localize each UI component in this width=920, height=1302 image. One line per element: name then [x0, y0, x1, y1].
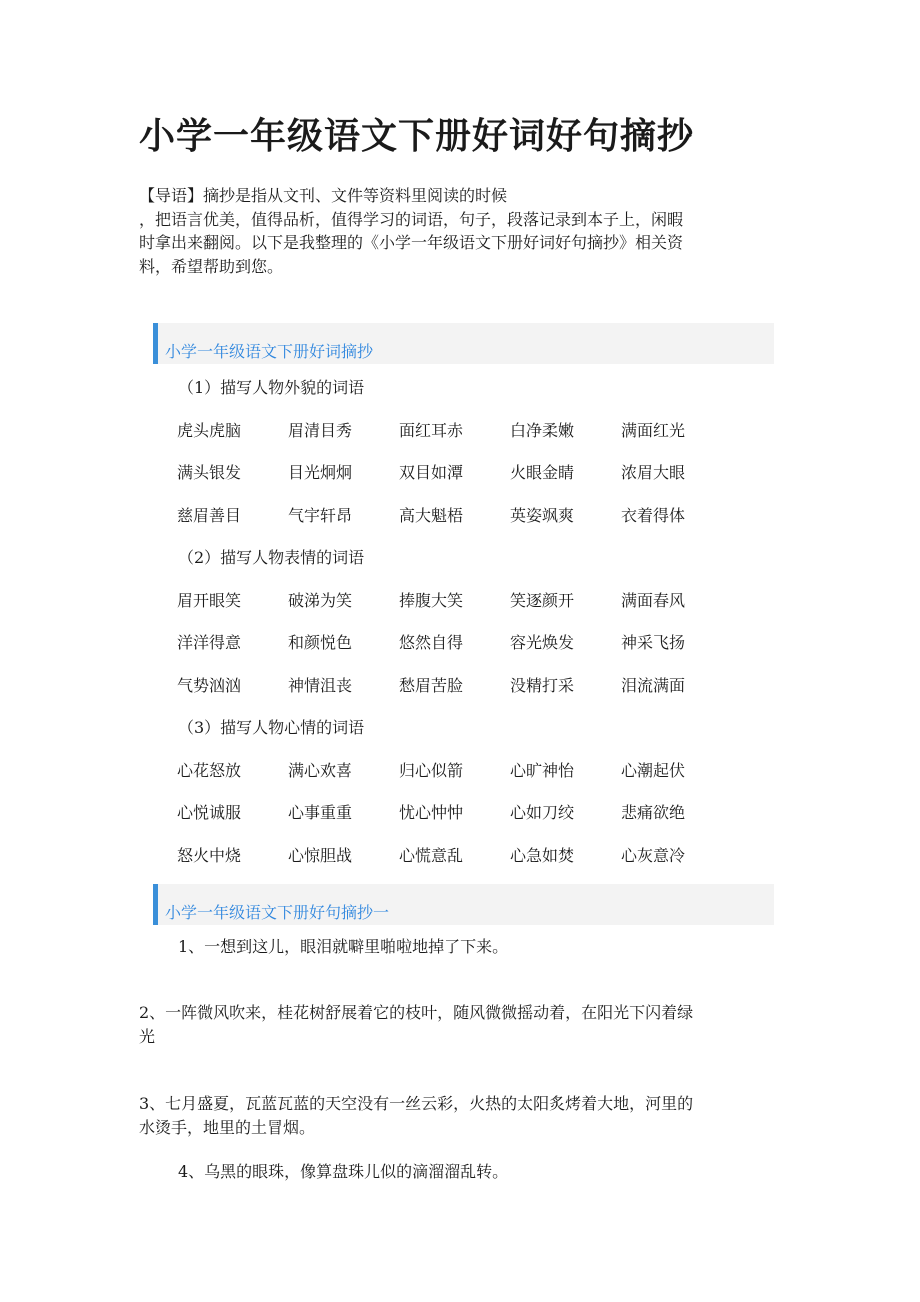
word: 容光焕发: [510, 633, 575, 652]
word: 笑逐颜开: [510, 591, 575, 610]
word: 洋洋得意: [177, 633, 242, 652]
word: 心旷神怡: [510, 761, 575, 780]
word-row: [177, 800, 732, 823]
word: 英姿飒爽: [510, 506, 575, 525]
intro-line: ，把语言优美，值得品析，值得学习的词语，句子，段落记录到本子上，闲暇: [139, 209, 684, 229]
sentence-line: 1、一想到这儿，眼泪就噼里啪啦地掉了下来。: [178, 937, 509, 956]
word: 满面春风: [621, 591, 686, 610]
word: 浓眉大眼: [621, 463, 686, 482]
word: 捧腹大笑: [399, 591, 464, 610]
word: 悠然自得: [399, 633, 464, 652]
word: 心花怒放: [177, 761, 242, 780]
page-title: 小学一年级语文下册好词好句摘抄: [139, 115, 695, 157]
word: 满心欢喜: [288, 761, 353, 780]
word: 和颜悦色: [288, 633, 353, 652]
word-row: [177, 758, 732, 781]
word: 满头银发: [177, 463, 242, 482]
sub-heading-appearance: （1）描写人物外貌的词语: [178, 378, 365, 397]
word-row: [177, 588, 732, 611]
word: 满面红光: [621, 421, 686, 440]
word: 气势汹汹: [177, 676, 242, 695]
word: 忧心忡忡: [399, 803, 464, 822]
word: 心潮起伏: [621, 761, 686, 780]
word: 归心似箭: [399, 761, 464, 780]
word: 心灰意冷: [621, 846, 686, 865]
intro-line: 【导语】摘抄是指从文刊、文件等资料里阅读的时候: [139, 186, 508, 205]
sentence-line: 3、七月盛夏，瓦蓝瓦蓝的天空没有一丝云彩，火热的太阳炙烤着大地，河里的: [139, 1094, 694, 1113]
word: 心慌意乱: [399, 846, 464, 865]
word: 怒火中烧: [177, 846, 242, 865]
sentence-line: 4、乌黑的眼珠，像算盘珠儿似的滴溜溜乱转。: [178, 1162, 509, 1181]
word-row: [177, 460, 732, 483]
word: 悲痛欲绝: [621, 803, 686, 822]
word: 气宇轩昂: [288, 506, 353, 525]
word: 火眼金睛: [510, 463, 575, 482]
sentence-item: [178, 1160, 508, 1184]
word: 没精打采: [510, 676, 575, 695]
word: 愁眉苦脸: [399, 676, 464, 695]
word: 眉清目秀: [288, 421, 353, 440]
intro-line: 料，希望帮助到您。: [139, 256, 284, 276]
word: 心事重重: [288, 803, 353, 822]
section-heading: 小学一年级语文下册好词摘抄: [165, 342, 374, 361]
word: 神情沮丧: [288, 676, 353, 695]
word: 衣着得体: [621, 506, 686, 525]
sentence-item: [139, 1001, 780, 1049]
section-header-words: [153, 323, 774, 364]
intro-paragraph: [139, 184, 779, 278]
word: 双目如潭: [399, 463, 464, 482]
word: 高大魁梧: [399, 506, 464, 525]
section-heading: 小学一年级语文下册好句摘抄一: [165, 903, 390, 922]
word-row: [177, 418, 732, 441]
word: 眉开眼笑: [177, 591, 242, 610]
word: 神采飞扬: [621, 633, 686, 652]
word: 心悦诚服: [177, 803, 242, 822]
intro-line: 时拿出来翻阅。以下是我整理的《小学一年级语文下册好词好句摘抄》相关资: [139, 233, 684, 252]
word: 心如刀绞: [510, 803, 575, 822]
sentence-item: [139, 1092, 780, 1140]
word-row: [177, 843, 732, 866]
word: 慈眉善目: [177, 506, 242, 525]
word-row: [177, 503, 732, 526]
word: 目光炯炯: [288, 463, 353, 482]
word: 心惊胆战: [288, 846, 353, 865]
word: 白净柔嫩: [510, 421, 575, 440]
word: 泪流满面: [621, 676, 686, 695]
word: 心急如焚: [510, 846, 575, 865]
sentence-line: 2、一阵微风吹来，桂花树舒展着它的枝叶，随风微微摇动着，在阳光下闪着绿: [139, 1003, 694, 1022]
word: 虎头虎脑: [177, 421, 242, 440]
sub-heading-mood: （3）描写人物心情的词语: [178, 718, 365, 737]
sub-heading-expression: （2）描写人物表情的词语: [178, 548, 365, 567]
section-header-sentences: [153, 884, 774, 925]
word: 破涕为笑: [288, 591, 353, 610]
word-row: [177, 673, 732, 696]
sentence-line: 水烫手，地里的土冒烟。: [139, 1118, 316, 1137]
word: 面红耳赤: [399, 421, 464, 440]
word-row: [177, 630, 732, 653]
sentence-line: 光: [139, 1027, 156, 1046]
sentence-item: [178, 935, 508, 959]
